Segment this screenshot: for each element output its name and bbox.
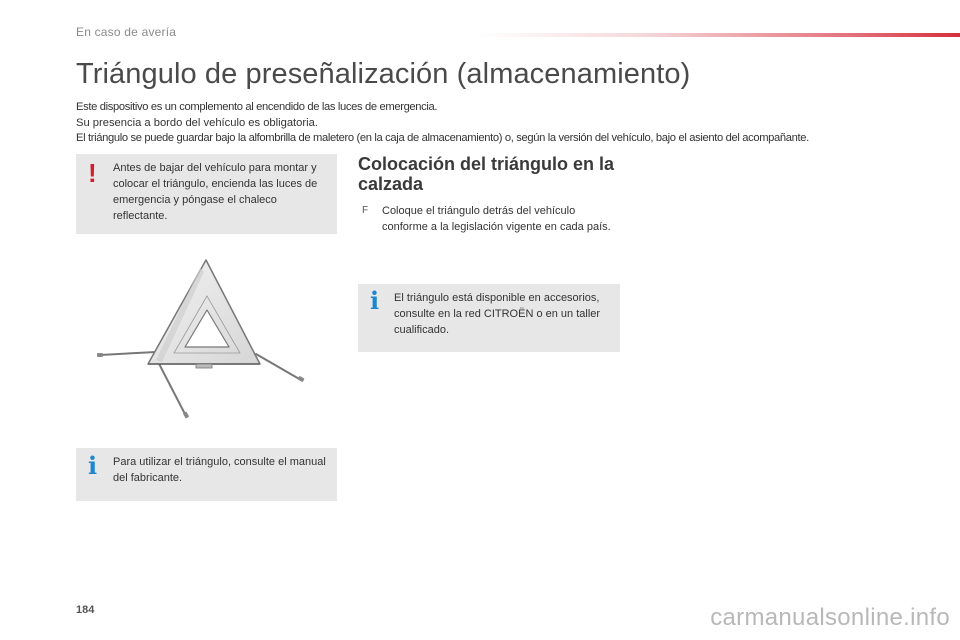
exclamation-icon: ! [88,158,97,188]
info-text-manufacturer: Para utilizar el triángulo, consulte el manual del fabricante. [113,456,326,484]
warning-box [76,154,337,234]
placement-step [362,203,622,235]
intro-line-1: Este dispositivo es un complemento al encendido de las luces de emergencia. [76,101,438,113]
watermark: carmanualsonline.info [710,604,950,631]
info-box-manufacturer [76,448,337,501]
info-box-accessories [358,284,620,352]
info-icon: i [370,286,380,315]
step-text: Coloque el triángulo detrás del vehículo conforme a la legislación vigente en cada país. [382,205,611,233]
placement-heading: Colocación del triángulo en la calzada [358,154,615,194]
intro-line-2: Su presencia a bordo del vehículo es obligatoria. [76,116,318,129]
page-number: 184 [76,604,95,616]
section-label: En caso de avería [76,25,177,39]
warning-text: Antes de bajar del vehículo para montar y colocar el triángulo, encienda las luces de emergencia y póngase el chaleco reflectante. [113,162,318,222]
intro-line-3: El triángulo se puede guardar bajo la alfombrilla de maletero (en la caja de almacenamiento) o, según la versión del vehículo, bajo el asiento del acompañante. [76,132,809,144]
warning-triangle-illustration [96,252,318,428]
intro-text [76,100,936,147]
warning-triangle-figure [96,252,318,428]
page-title: Triángulo de preseñalización (almacenamiento) [76,58,691,90]
header-accent-bar [478,33,960,37]
info-icon: i [88,451,98,480]
step-bullet-icon: F [362,205,369,216]
info-text-accessories: El triángulo está disponible en accesorios, consulte en la red CITROËN o en un taller cualificado. [394,292,601,336]
